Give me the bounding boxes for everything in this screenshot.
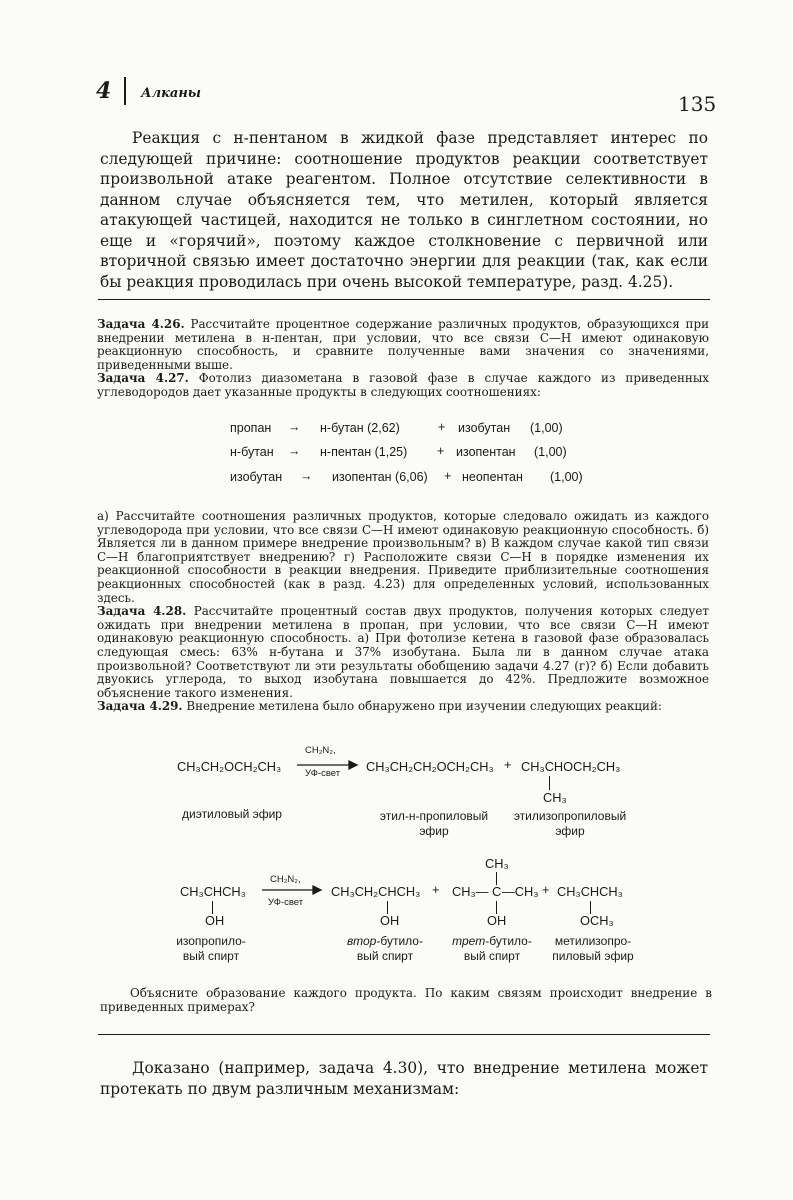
product-3-formula: CH₃CHCH₃ [557,884,623,899]
label-product-1-line2: эфир [419,824,449,838]
reactant-formula: CH₃CHCH₃ [180,884,246,899]
plus-sign: + [542,882,550,897]
reactant: пропан [230,421,272,435]
product-2-center: C [492,884,502,899]
reaction-arrow-head [313,886,321,894]
label-prefix: трет [452,934,486,948]
plus-sign: + [444,469,452,483]
plus-sign: + [437,444,445,458]
problem-text: Внедрение метилена было обнаружено при изучении следующих реакций: [182,699,662,714]
intro-paragraph: Реакция с н-пентаном в жидкой фазе представляет интерес по следующей причине: соотношение продуктов реакции соответствует произвольной атаке реагентом. Полное отсутствие селективности в данном случае объясняется тем, что метилен, который является атакующей частицей, находится не только в синглетном состоянии, но еще и «горячий», поэтому каждое столкновение с первичной или вторичной связью имеет достаточно энергии для реакции (так, как если бы реакция проводилась при очень высокой температуре, разд. 4.25). [100,129,708,291]
label-reactant-line1: изопропило- [176,934,246,948]
reactant-branch: OH [205,913,225,928]
problem-text: Фотолиз диазометана в газовой фазе в случае каждого из приведенных углеводородов дает указанные продукты в следующих соотношениях: [97,371,709,399]
product-2-branch: CH₃ [543,790,567,805]
page-number: 135 [678,92,717,116]
label-product-2-line2: эфир [555,824,585,838]
product-2-top: CH₃ [485,856,509,871]
product-2-left: CH₃— [452,884,489,899]
product-1: изопентан (6,06) [332,470,428,484]
label-prefix: втор [347,934,377,948]
plus-sign: + [504,757,512,772]
reaction-arrow-head [349,761,357,769]
problem-4-29-question: Объясните образование каждого продукта. По каким связям происходит внедрение в приведенных примерах? [100,986,712,1014]
problem-label: Задача 4.28. [97,604,187,619]
product-2: неопентан [462,470,523,484]
reactant: н-бутан [230,445,274,459]
condition-label: УФ-свет [305,768,341,779]
product-2-bottom: OH [487,913,507,928]
label-reactant: диэтиловый эфир [182,807,282,821]
label-product-1-line1: этил-н-пропиловый [379,809,489,823]
plus-sign: + [438,420,446,434]
arrow: → [288,444,301,458]
product-2-right: —CH₃ [502,884,539,899]
problem-label: Задача 4.29. [97,699,183,714]
plus-sign: + [432,882,440,897]
product-1: н-бутан (2,62) [320,421,400,435]
product-3-branch: OCH₃ [580,913,614,928]
product-1-branch: OH [380,913,400,928]
product-1-formula: CH₃CH₂CHCH₃ [331,884,421,899]
product-2: изопентан [456,445,516,459]
label-reactant-line2: вый спирт [182,949,240,963]
chapter-title: Алканы [141,86,202,101]
reactant-formula: CH₃CH₂OCH₂CH₃ [177,759,282,774]
problem-label: Задача 4.26. [97,317,185,331]
reactant: изобутан [230,470,283,484]
problem-text: Рассчитайте процентное содержание различных продуктов, образующихся при внедрении метилена в н-пентан, при условии, что все связи С—Н имеют одинаковую реакционную способность, и сравните полученные вами значения со значениями, приведенными выше. [97,317,709,372]
reagent-label: CH₂N₂, [305,745,336,756]
label-product-2-line1: этилизопропиловый [513,809,627,823]
ratio-2: (1,00) [550,470,583,484]
problem-label: Задача 4.27. [97,371,189,386]
problem-text: Рассчитайте процентный состав двух продуктов, получения которых следует ожидать при внедрении метилена в пропан, при условии, что все связи С—Н имеют одинаковую реакционную способность. а) При фотолизе кетена в газовой фазе образовалась следующая смесь: 63% н-бутана и 37% изобутана. Была ли в данном случае атака произвольной? Соответствуют ли эти результаты обобщению задачи 4.27 (г)? б) Если добавить двуокись углерода, то выход изобутана повышается до 42%. Предложите возможное объяснение такого изменения. [97,604,709,700]
label-text: -бутило- [376,934,423,948]
product-1-formula: CH₃CH₂CH₂OCH₂CH₃ [366,759,494,774]
product-2: изобутан [458,421,511,435]
condition-label: УФ-свет [268,897,304,908]
ratio-2: (1,00) [534,445,567,459]
section-rule-bottom [98,1034,710,1035]
product-1: н-пентан (1,25) [320,445,408,459]
problem-4-27-questions: а) Рассчитайте соотношения различных продуктов, которые следовало ожидать из каждого углеводорода при условии, что все связи С—Н имеют одинаковую реакционную способность. б) Является ли в данном примере внедрение произвольным? в) В каждом случае какой тип связи С—Н благоприятствует внедрению? г) Расположите связи С—Н в порядке изменения их реакционной способности в реакции внедрения. Приведите приблизительные соотношения реакционных способностей (как в разд. 4.23) для определенных условий, использованных здесь. [97,509,709,605]
ratio-2: (1,00) [530,421,563,435]
label-text: -бутило- [485,934,532,948]
reagent-label: CH₂N₂, [270,874,301,885]
label-product-2-line2: вый спирт [463,949,521,963]
arrow: → [300,469,313,483]
label-product-3-line2: пиловый эфир [552,949,634,963]
chapter-number: 4 [96,78,112,104]
label-product-1-line2: вый спирт [356,949,414,963]
closing-paragraph: Доказано (например, задача 4.30), что внедрение метилена может протекать по двум различным механизмам: [100,1059,708,1098]
arrow: → [288,420,301,434]
label-product-3-line1: метилизопро- [554,934,632,948]
product-2-formula: CH₃CHOCH₂CH₃ [521,759,621,774]
